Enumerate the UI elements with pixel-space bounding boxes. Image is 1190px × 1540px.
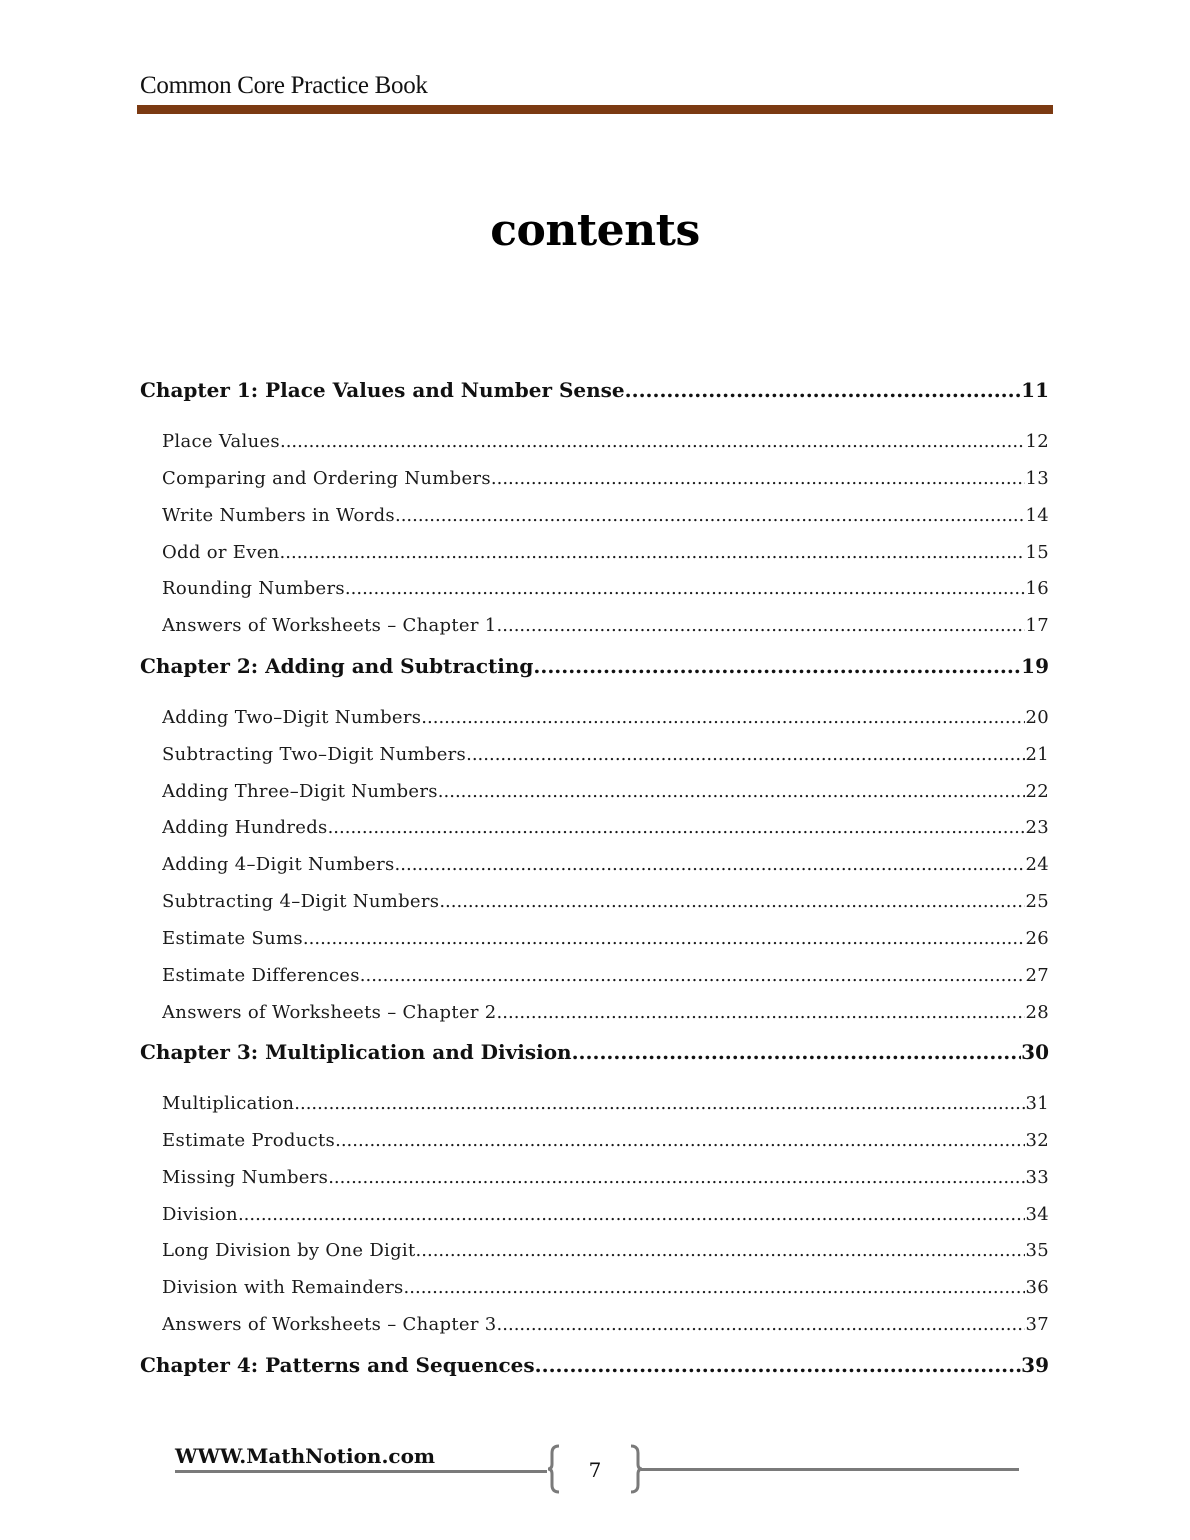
dot-leader: [395, 854, 1026, 875]
toc-section-adding-hundreds[interactable]: [162, 817, 1049, 838]
toc-section-label: Subtracting Two–Digit Numbers: [162, 744, 467, 765]
toc-section-answers-ch3[interactable]: [162, 1314, 1049, 1335]
toc-section-label: Estimate Products: [162, 1130, 336, 1151]
toc-section-label: Adding Three–Digit Numbers: [162, 781, 438, 802]
toc-section-subtracting-two-digit[interactable]: [162, 744, 1049, 765]
toc-page-number: 21: [1025, 744, 1049, 765]
toc-section-long-division[interactable]: [162, 1240, 1049, 1261]
dot-leader: [497, 1314, 1026, 1335]
dot-leader: [497, 615, 1026, 636]
toc-page-number: 35: [1025, 1240, 1049, 1261]
toc-section-label: Comparing and Ordering Numbers: [162, 468, 491, 489]
toc-section-rounding[interactable]: [162, 578, 1049, 599]
toc-section-estimate-sums[interactable]: [162, 928, 1049, 949]
toc-section-multiplication[interactable]: [162, 1093, 1049, 1114]
toc-section-label: Rounding Numbers: [162, 578, 345, 599]
toc-section-adding-4-digit[interactable]: [162, 854, 1049, 875]
toc-chapter-1[interactable]: [140, 378, 1049, 402]
toc-page-number: 30: [1021, 1040, 1049, 1064]
toc-section-label: Adding 4–Digit Numbers: [162, 854, 395, 875]
toc-page-number: 12: [1025, 431, 1049, 452]
dot-leader: [439, 891, 1025, 912]
toc-page-number: 11: [1021, 378, 1049, 402]
toc-section-label: Place Values: [162, 431, 280, 452]
dot-leader: [466, 744, 1025, 765]
dot-leader: [328, 1167, 1025, 1188]
toc-page-number: 13: [1025, 468, 1049, 489]
toc-section-label: Division with Remainders: [162, 1277, 404, 1298]
toc-section-adding-three-digit[interactable]: [162, 781, 1049, 802]
dot-leader: [421, 707, 1025, 728]
toc-page-number: 25: [1025, 891, 1049, 912]
dot-leader: [497, 1002, 1026, 1023]
toc-section-label: Estimate Sums: [162, 928, 303, 949]
toc-page-number: 23: [1025, 817, 1049, 838]
toc-chapter-3[interactable]: [140, 1040, 1049, 1064]
footer-website: WWW.MathNotion.com: [175, 1444, 436, 1468]
dot-leader: [238, 1204, 1026, 1225]
toc-section-missing-numbers[interactable]: [162, 1167, 1049, 1188]
footer-divider-right: [641, 1468, 1019, 1471]
toc-chapter-label: Chapter 4: Patterns and Sequences: [140, 1353, 535, 1377]
toc-section-label: Multiplication: [162, 1093, 295, 1114]
toc-section-answers-ch1[interactable]: [162, 615, 1049, 636]
toc-section-label: Adding Two–Digit Numbers: [162, 707, 422, 728]
toc-chapter-label: Chapter 2: Adding and Subtracting: [140, 654, 534, 678]
dot-leader: [280, 542, 1026, 563]
toc-section-label: Adding Hundreds: [162, 817, 328, 838]
toc-page-number: 33: [1025, 1167, 1049, 1188]
page-title: contents: [490, 205, 700, 256]
toc-page-number: 16: [1025, 578, 1049, 599]
dot-leader: [625, 378, 1022, 402]
toc-page-number: 27: [1025, 965, 1049, 986]
toc-section-label: Answers of Worksheets – Chapter 1: [162, 615, 497, 636]
right-brace-icon: [628, 1444, 644, 1494]
dot-leader: [360, 965, 1026, 986]
dot-leader: [335, 1130, 1025, 1151]
toc-chapter-label: Chapter 3: Multiplication and Division: [140, 1040, 572, 1064]
dot-leader: [533, 654, 1021, 678]
toc-section-estimate-differences[interactable]: [162, 965, 1049, 986]
dot-leader: [416, 1240, 1026, 1261]
toc-page-number: 32: [1025, 1130, 1049, 1151]
toc-page-number: 31: [1025, 1093, 1049, 1114]
header-divider: [137, 105, 1053, 114]
dot-leader: [404, 1277, 1026, 1298]
toc-page-number: 19: [1021, 654, 1049, 678]
toc-page-number: 28: [1025, 1002, 1049, 1023]
toc-page-number: 37: [1025, 1314, 1049, 1335]
toc-section-label: Long Division by One Digit: [162, 1240, 416, 1261]
toc-page-number: 20: [1025, 707, 1049, 728]
toc-page-number: 34: [1025, 1204, 1049, 1225]
toc-page-number: 39: [1021, 1353, 1049, 1377]
toc-section-label: Odd or Even: [162, 542, 280, 563]
toc-section-division-remainders[interactable]: [162, 1277, 1049, 1298]
toc-page-number: 22: [1025, 781, 1049, 802]
toc-page-number: 14: [1025, 505, 1049, 526]
dot-leader: [294, 1093, 1025, 1114]
toc-page-number: 24: [1025, 854, 1049, 875]
toc-chapter-4[interactable]: [140, 1353, 1049, 1377]
toc-section-estimate-products[interactable]: [162, 1130, 1049, 1151]
dot-leader: [572, 1040, 1022, 1064]
toc-section-place-values[interactable]: [162, 431, 1049, 452]
toc-section-label: Answers of Worksheets – Chapter 2: [162, 1002, 497, 1023]
toc-section-odd-even[interactable]: [162, 542, 1049, 563]
toc-chapter-label: Chapter 1: Place Values and Number Sense: [140, 378, 625, 402]
toc-section-answers-ch2[interactable]: [162, 1002, 1049, 1023]
toc-page-number: 36: [1025, 1277, 1049, 1298]
toc-page-number: 26: [1025, 928, 1049, 949]
page-number: 7: [588, 1458, 602, 1482]
toc-section-division[interactable]: [162, 1204, 1049, 1225]
dot-leader: [280, 431, 1026, 452]
toc-chapter-2[interactable]: [140, 654, 1049, 678]
toc-section-write-numbers-words[interactable]: [162, 505, 1049, 526]
dot-leader: [535, 1353, 1021, 1377]
toc-section-label: Answers of Worksheets – Chapter 3: [162, 1314, 497, 1335]
dot-leader: [491, 468, 1026, 489]
dot-leader: [395, 505, 1026, 526]
footer-divider-left: [175, 1470, 547, 1473]
toc-section-label: Estimate Differences: [162, 965, 360, 986]
toc-section-adding-two-digit[interactable]: [162, 707, 1049, 728]
toc-page-number: 15: [1025, 542, 1049, 563]
toc-section-comparing-ordering[interactable]: [162, 468, 1049, 489]
toc-section-subtracting-4-digit[interactable]: [162, 891, 1049, 912]
dot-leader: [328, 817, 1026, 838]
toc-section-label: Missing Numbers: [162, 1167, 329, 1188]
book-title: Common Core Practice Book: [140, 72, 428, 99]
dot-leader: [303, 928, 1026, 949]
dot-leader: [438, 781, 1026, 802]
toc-section-label: Write Numbers in Words: [162, 505, 395, 526]
toc-section-label: Division: [162, 1204, 238, 1225]
toc-section-label: Subtracting 4–Digit Numbers: [162, 891, 440, 912]
dot-leader: [345, 578, 1026, 599]
toc-page-number: 17: [1025, 615, 1049, 636]
